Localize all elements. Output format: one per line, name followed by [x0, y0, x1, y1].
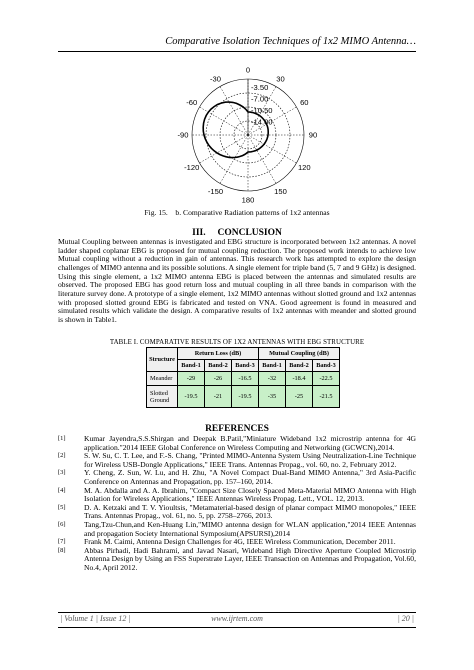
reference-text: D. A. Ketzaki and T. V. Yioultsis, "Metamaterial-based design of planar compact MIMO monopoles," IEEE Trans. Antennas Propag., vol. 61, no. 5, pp. 2758–2766, 2013. — [84, 502, 416, 521]
table-cell: -25 — [286, 386, 313, 408]
polar-radiation-plot — [158, 60, 338, 210]
table-caption: TABLE I. COMPARATIVE RESULTS OF 1X2 ANTENNAS WITH EBG STRUCTURE — [109, 339, 365, 346]
mutual-coupling-header: Mutual Coupling (dB) — [259, 348, 340, 360]
grid-spoke — [248, 135, 276, 183]
running-title: Comparative Isolation Techniques of 1x2 MIMO Antenna… — [165, 36, 416, 47]
reference-item — [58, 487, 416, 504]
reference-text: Kumar Jayendra,S.S.Shirgan and Deepak B.Patil,"Miniature Wideband 1x2 microstrip antenna for 4G application."2014 IEEE Global Conference on Wireless Computing and Networking (GCWCN),2014. — [84, 434, 416, 452]
reference-number: [7] — [58, 538, 66, 546]
angle-label: -60 — [186, 98, 198, 108]
grid-spoke — [200, 135, 248, 163]
angle-label: 0 — [245, 65, 251, 75]
table-cell: -29 — [178, 372, 205, 386]
band-header: Band-3 — [313, 360, 340, 372]
angle-label: -30 — [210, 74, 221, 84]
band-header: Band-1 — [178, 360, 205, 372]
angle-label: -90 — [177, 130, 189, 140]
table-cell: -21 — [205, 386, 232, 408]
reference-number: [8] — [58, 546, 66, 554]
reference-number: [6] — [58, 520, 66, 528]
polar-spokes — [192, 79, 304, 191]
structure-header: Structure — [147, 348, 178, 372]
radial-label: -10.50 — [251, 106, 273, 115]
table-cell: -32 — [259, 372, 286, 386]
footer-website: www.ijrtem.com — [211, 614, 263, 623]
angle-label: -120 — [184, 163, 200, 173]
angle-label: 180 — [241, 195, 255, 205]
grid-spoke — [248, 135, 296, 163]
reference-text: S. W. Su, C. T. Lee, and F.-S. Chang, "Printed MIMO-Antenna System Using Neutralization-Line Technique for Wireless USB-Dongle Applications," IEEE Trans. Antennas Propag., vol. 60, no. 2, February 2012. — [84, 451, 416, 469]
table-cell: -19.5 — [232, 386, 259, 408]
footer-page-number: | 20 | — [397, 614, 414, 623]
references-list — [58, 435, 416, 573]
row-label: Slotted Ground — [147, 386, 178, 408]
angle-label: 60 — [300, 98, 309, 108]
return-loss-header: Return Loss (dB) — [178, 348, 259, 360]
grid-spoke — [220, 135, 248, 183]
polar-radial-labels — [251, 83, 273, 127]
header-rule — [58, 51, 416, 52]
figure-caption-text: b. Comparative Radiation patterns of 1x2 antennas — [175, 208, 330, 217]
angle-label: 120 — [297, 163, 311, 173]
radial-label: -7.00 — [251, 94, 269, 104]
table-cell: -16.5 — [232, 372, 259, 386]
row-label: Meander — [147, 372, 178, 386]
table-cell: -35 — [259, 386, 286, 408]
table-cell: -22.5 — [313, 372, 340, 386]
reference-number: [1] — [58, 435, 66, 442]
reference-item — [58, 504, 416, 521]
references-heading: REFERENCES — [205, 424, 269, 434]
grid-spoke — [200, 107, 248, 135]
table-cell: -21.5 — [313, 386, 340, 408]
results-table — [146, 347, 340, 408]
reference-text: Tang,Tzu-Chun,and Ken-Huang Lin,"MIMO antenna design for WLAN application,"2014 IEEE Antennas and propagation Society International Symposium(APSURSI),2014 — [84, 519, 416, 538]
section-number: III. — [192, 228, 206, 238]
section-title: CONCLUSION — [217, 228, 282, 238]
radial-label: -14.00 — [251, 117, 273, 127]
radial-label: -3.50 — [251, 83, 269, 92]
reference-item — [58, 435, 416, 452]
reference-number: [3] — [58, 469, 66, 477]
table-cell: -26 — [205, 372, 232, 386]
angle-label: 150 — [274, 186, 287, 196]
figure-caption-label: Fig. 15. — [144, 208, 168, 217]
table-header-row — [147, 348, 340, 360]
table-row — [147, 386, 340, 408]
reference-number: [2] — [58, 452, 66, 460]
reference-number: [4] — [58, 486, 66, 494]
table-row — [147, 372, 340, 386]
reference-text: Frank M. Caimi, Antenna Design Challenges for 4G, IEEE Wireless Communication, December 2011. — [84, 537, 396, 547]
reference-text: M. A. Abdalla and A. A. Ibrahim, "Compact Size Closely Spaced Meta-Material MIMO Antenna with High Isolation for Wireless Applications," IEEE Antennas Wireless Propag. Lett., VOL. 12, 2013. — [84, 485, 416, 504]
band-header: Band-1 — [259, 360, 286, 372]
footer-volume: | Volume 1 | Issue 12 | — [60, 614, 131, 623]
angle-label: 90 — [308, 130, 318, 140]
reference-item — [58, 521, 416, 538]
band-header: Band-2 — [205, 360, 232, 372]
grid-spoke — [220, 87, 248, 135]
band-header: Band-3 — [232, 360, 259, 372]
table-cell: -19.5 — [178, 386, 205, 408]
band-header: Band-2 — [286, 360, 313, 372]
table-cell: -18.4 — [286, 372, 313, 386]
reference-item — [58, 547, 416, 573]
figure-caption — [0, 208, 474, 217]
conclusion-paragraph: Mutual Coupling between antennas is investigated and EBG structure is incorporated between 1x2 antennas. A novel ladder shaped coplanar EBG is proposed for mutual coupling reduction. The proposed work intends to achieve low Mutual coupling without a reduction in gain of antennas. This research work has attempted to explore the design challenges of MIMO antenna and its possible solutions. A single element for triple band (5, 7 and 9 GHz) is designed. Using this single element, a 1x2 MIMO antenna EBG is placed between the antennas and simulated results are observed. The proposed EBG has good return loss and mutual coupling in all three bands in comparison with the literature survey done. A prototype of a single element, 1x2 MIMO antennas without slotted ground and 1x2 antennas with proposed slotted ground EBG is fabricated and tested on VNA. Good agreement is found in measured and simulated results which validate the design. A comparative results of 1x2 antennas with meander and slotted ground is shown in Table1. — [58, 237, 416, 324]
reference-item — [58, 452, 416, 469]
reference-text: Abbas Pirhadi, Hadi Bahrami, and Javad Nasari, Wideband High Directive Aperture Coupled Microstrip Antenna Design by Using an FSS Superstrate Layer, IEEE Transaction on Antennas and Propagation, Vol.60, No.4, April 2012. — [84, 545, 416, 572]
page-footer — [58, 612, 416, 628]
reference-text: Y. Cheng, Z. Sun, W. Lu, and H. Zhu, "A Novel Compact Dual-Band MIMO Antenna," 3rd Asia-Pacific Conference on Antennas and Propagation, pp. 157–160, 2014. — [84, 468, 416, 486]
reference-item — [58, 469, 416, 486]
angle-label: -150 — [207, 186, 224, 196]
angle-label: 30 — [276, 74, 285, 84]
reference-number: [5] — [58, 503, 66, 511]
page-header — [0, 36, 474, 58]
